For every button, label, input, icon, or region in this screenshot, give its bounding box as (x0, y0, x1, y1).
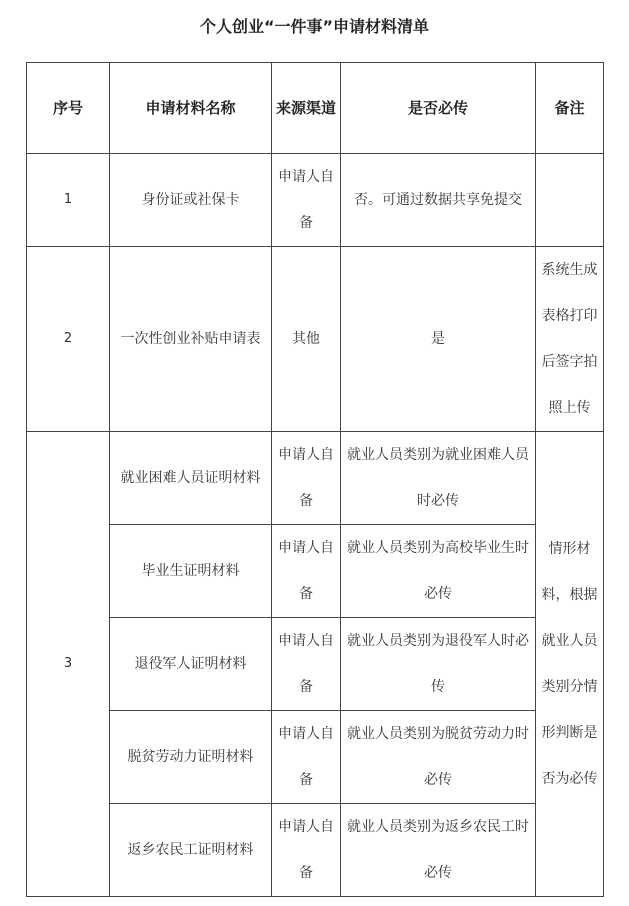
row-source: 其他 (272, 247, 341, 432)
row-material-name: 一次性创业补贴申请表 (110, 247, 272, 432)
row-seq: 3 (27, 432, 110, 897)
row-required: 就业人员类别为退役军人时必传 (341, 618, 536, 711)
row-seq: 2 (27, 247, 110, 432)
table-row (27, 247, 604, 432)
row-source: 申请人自备 (272, 711, 341, 804)
header-required: 是否必传 (341, 63, 536, 154)
row-required: 就业人员类别为就业困难人员时必传 (341, 432, 536, 525)
row-material-name: 就业困难人员证明材料 (110, 432, 272, 525)
materials-table (26, 62, 604, 897)
row-source: 申请人自备 (272, 525, 341, 618)
row-required: 就业人员类别为返乡农民工时必传 (341, 804, 536, 897)
row-material-name: 身份证或社保卡 (110, 154, 272, 247)
table-row (27, 711, 604, 804)
row-remark: 情形材料，根据就业人员类别分情形判断是否为必传 (536, 432, 604, 897)
table-row (27, 804, 604, 897)
row-material-name: 脱贫劳动力证明材料 (110, 711, 272, 804)
row-remark: 系统生成表格打印后签字拍照上传 (536, 247, 604, 432)
page-title: 个人创业“一件事”申请材料清单 (199, 17, 430, 36)
table-row (27, 432, 604, 525)
row-source: 申请人自备 (272, 804, 341, 897)
row-required: 就业人员类别为高校毕业生时必传 (341, 525, 536, 618)
row-required: 否。可通过数据共享免提交 (341, 154, 536, 247)
row-remark (536, 154, 604, 247)
row-source: 申请人自备 (272, 432, 341, 525)
row-material-name: 退役军人证明材料 (110, 618, 272, 711)
row-source: 申请人自备 (272, 618, 341, 711)
row-material-name: 返乡农民工证明材料 (110, 804, 272, 897)
header-source: 来源渠道 (272, 63, 341, 154)
row-material-name: 毕业生证明材料 (110, 525, 272, 618)
table-row (27, 618, 604, 711)
table-header-row (27, 63, 604, 154)
header-seq: 序号 (27, 63, 110, 154)
row-source: 申请人自备 (272, 154, 341, 247)
table-row (27, 525, 604, 618)
table-row (27, 154, 604, 247)
header-remark: 备注 (536, 63, 604, 154)
row-seq: 1 (27, 154, 110, 247)
row-required: 就业人员类别为脱贫劳动力时必传 (341, 711, 536, 804)
row-required: 是 (341, 247, 536, 432)
header-material-name: 申请材料名称 (110, 63, 272, 154)
